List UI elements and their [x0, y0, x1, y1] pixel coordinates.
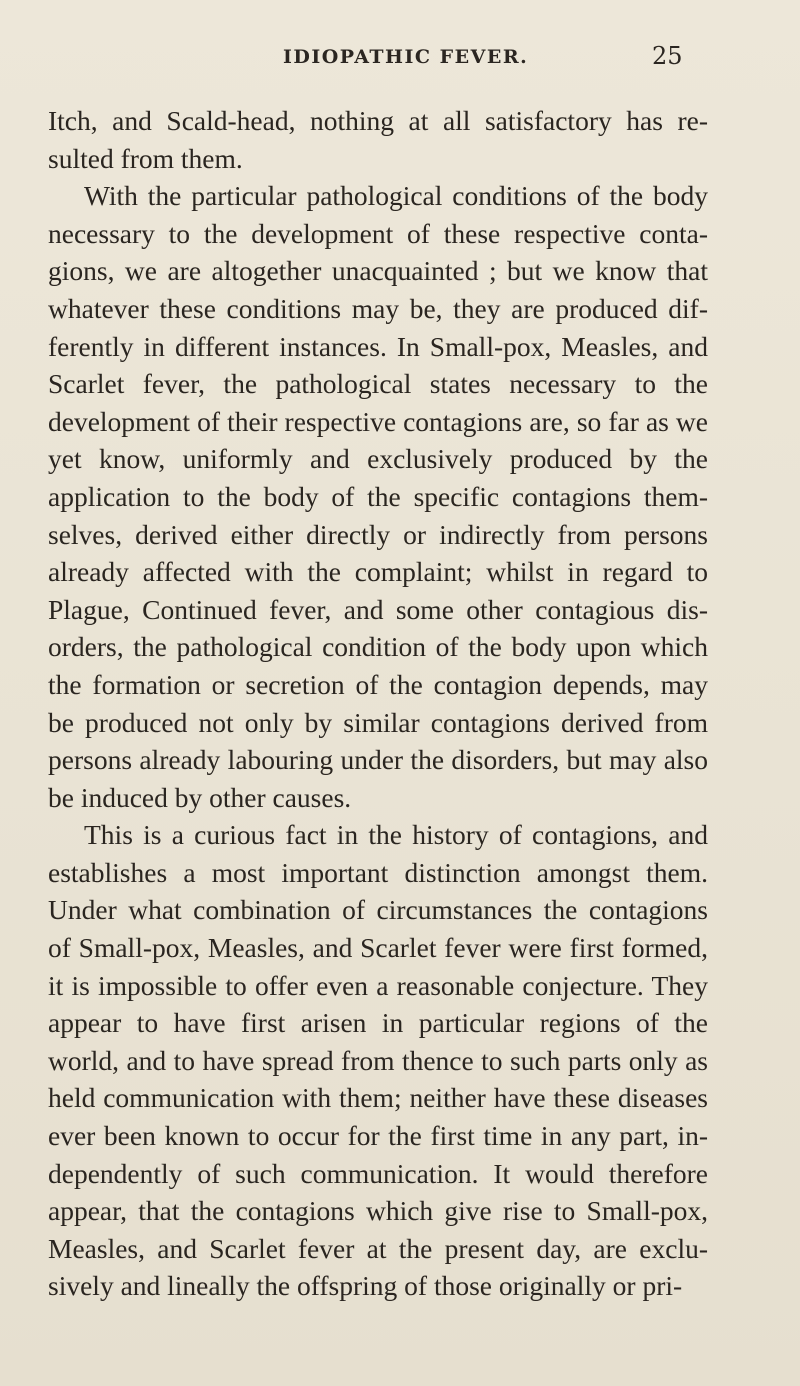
- page-header: [0, 42, 800, 80]
- body-text: [48, 102, 708, 1305]
- page-number: 25: [652, 42, 683, 70]
- paragraph-continuation: Itch, and Scald-head, nothing at all satisfactory has re-sulted from them.: [48, 105, 708, 174]
- paragraph-pathological-conditions: With the particular pathological conditions of the body necessary to the development of these respective conta-gions, we are altogether unacquainted ; but we know that whatever these conditions may be, they are produced dif-ferently in different instances. In Small-pox, Measles, and Scarlet fever, the pathological states necessary to the development of their respective contagions are, so far as we yet know, uniformly and exclusively produced by the application to the body of the specific contagions them-selves, derived either directly or indirectly from persons already affected with the complaint; whilst in regard to Plague, Continued fever, and some other contagious dis-orders, the pathological condition of the body upon which the formation or secretion of the contagion depends, may be produced not only by similar contagions derived from persons already labouring under the disorders, but may also be induced by other causes.: [48, 180, 708, 813]
- running-title: IDIOPATHIC FEVER.: [283, 46, 529, 68]
- paragraph-curious-fact: This is a curious fact in the history of contagions, and establishes a most important distinction amongst them. Under what combination of circumstances the contagions of Small-pox, Measles, and Scarlet fever were first formed, it is impossible to offer even a reasonable conjecture. They appear to have first arisen in particular regions of the world, and to have spread from thence to such parts only as held communication with them; neither have these diseases ever been known to occur for the first time in any part, in-dependently of such communication. It would therefore appear, that the contagions which give rise to Small-pox, Measles, and Scarlet fever at the present day, are exclu-sively and lineally the offspring of those originally or pri-: [48, 819, 708, 1302]
